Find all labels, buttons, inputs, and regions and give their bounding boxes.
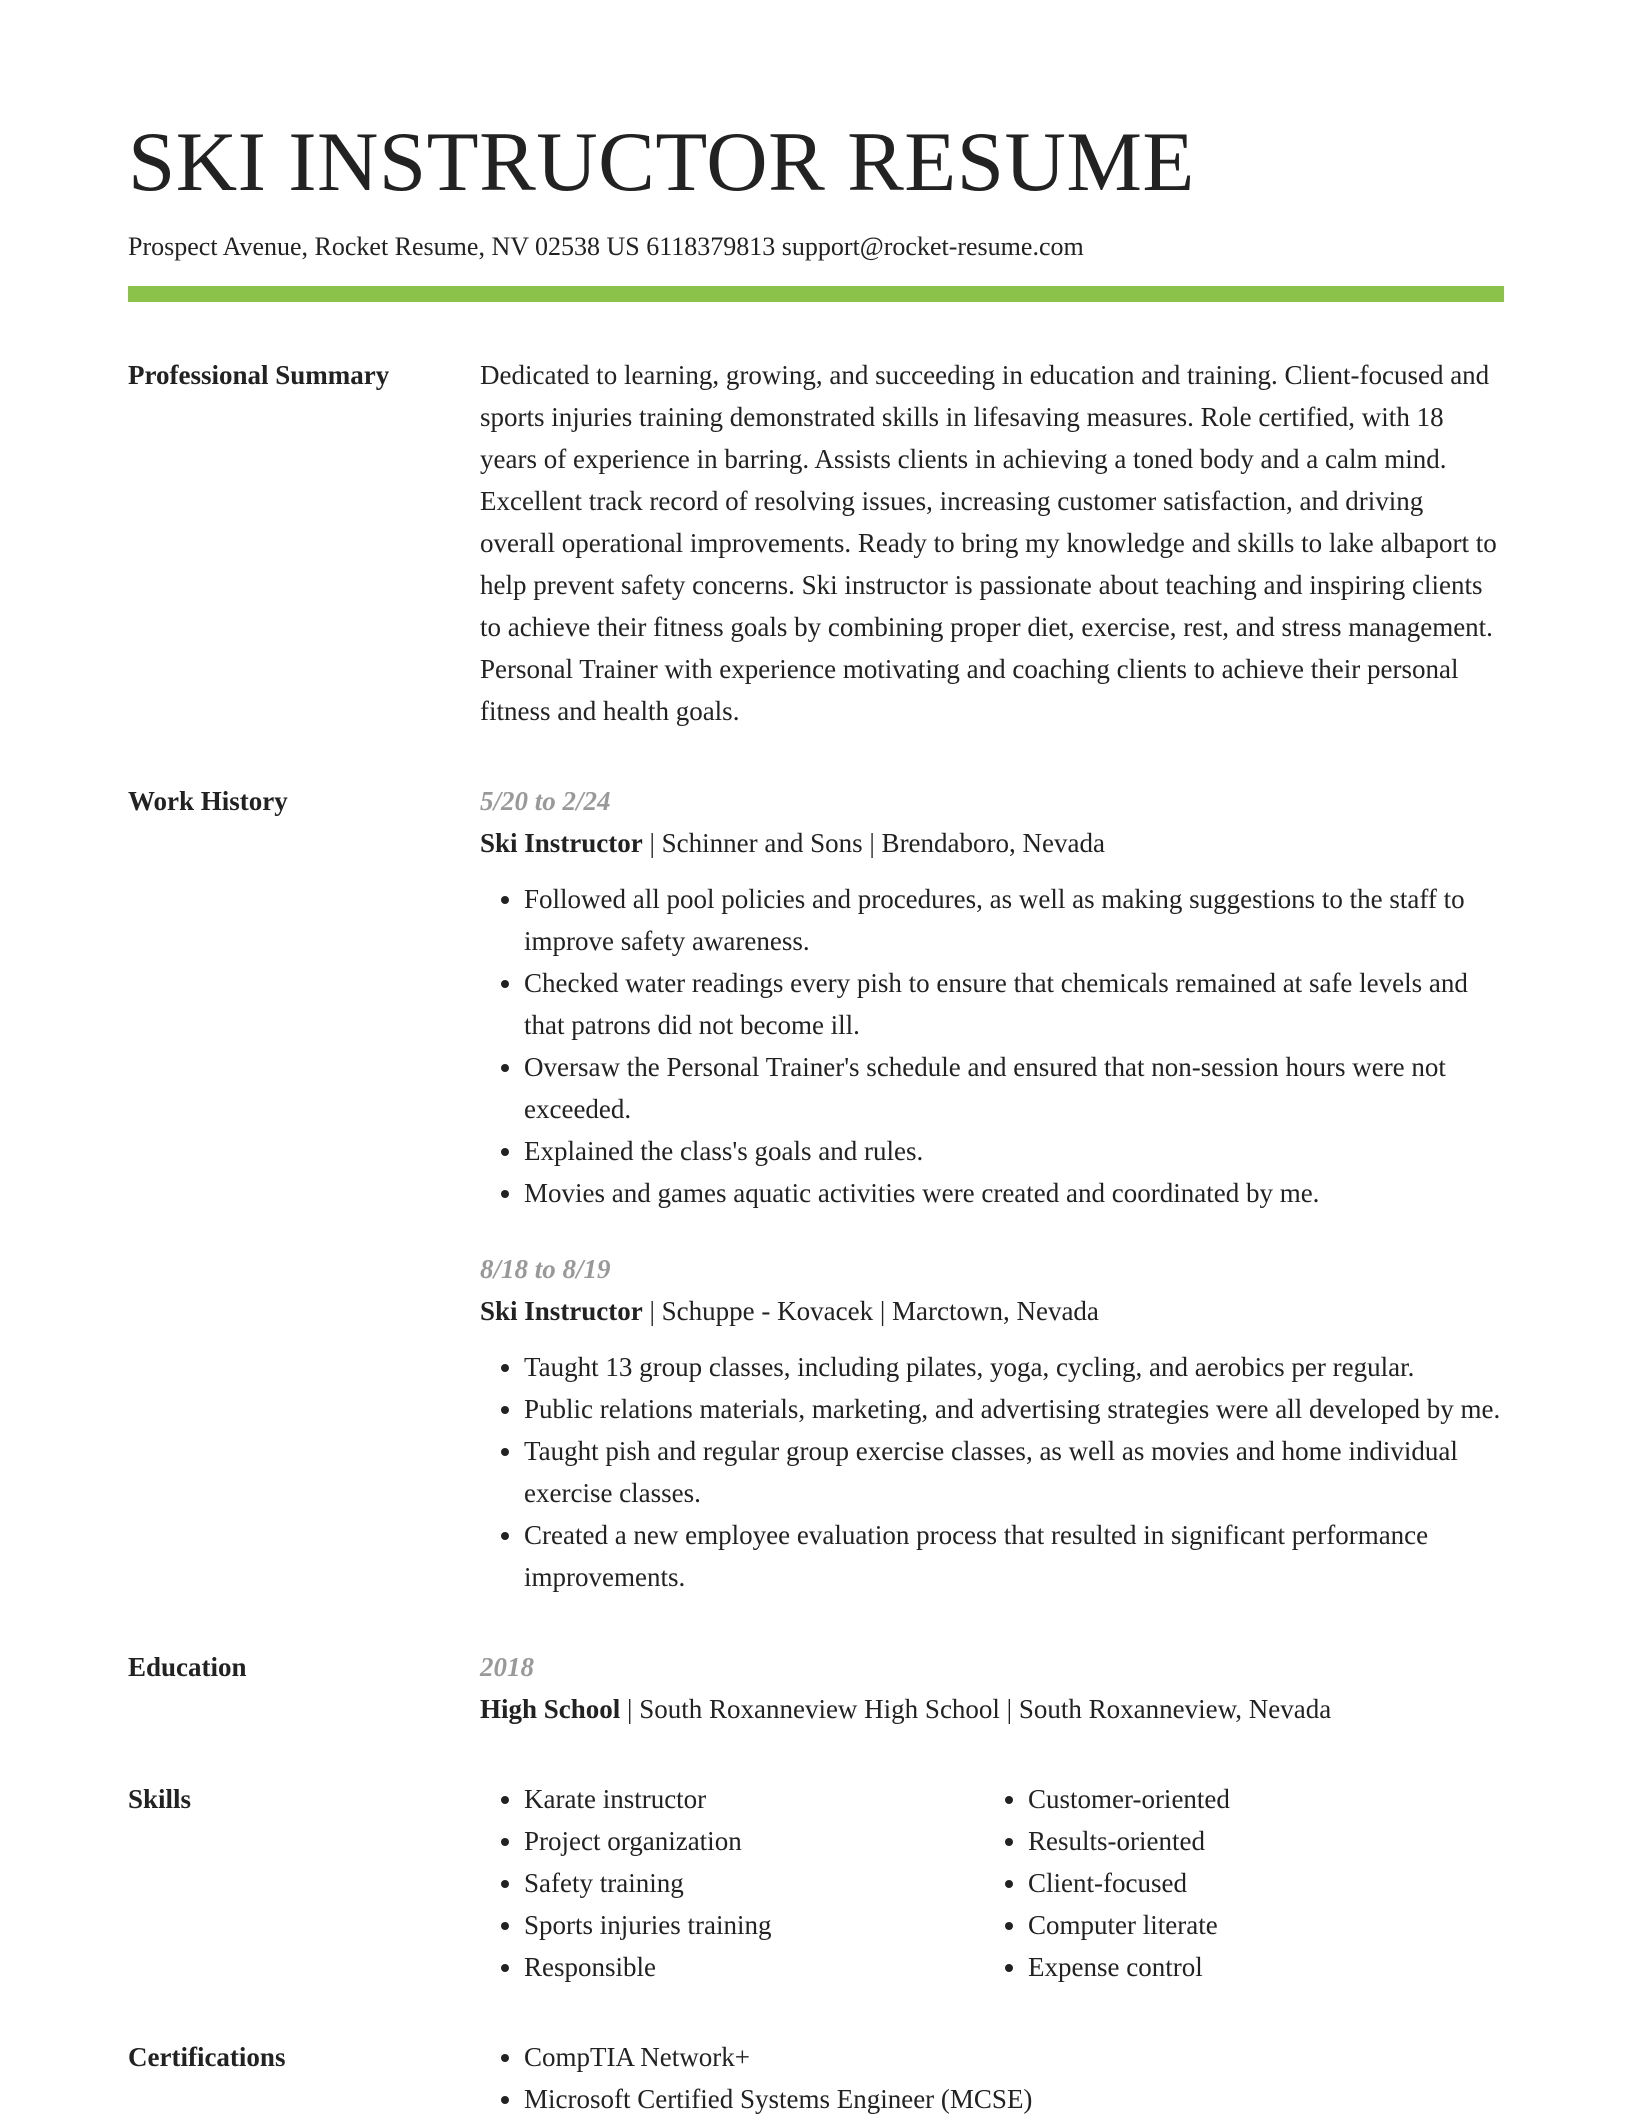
section-label-summary: Professional Summary: [128, 360, 390, 391]
job-duties: [480, 1346, 1504, 1598]
section-label-education: Education: [128, 1652, 247, 1683]
education-section: [128, 1646, 1504, 1730]
duty-item: • Checked water readings every pish to ensure that chemicals remained at safe levels and that patrons did not become ill.: [524, 962, 1504, 1046]
resume-page: [128, 115, 1504, 2120]
education-heading: [480, 1688, 1504, 1730]
skill-item: • Customer-oriented: [1028, 1778, 1230, 1820]
resume-title: SKI INSTRUCTOR RESUME: [128, 115, 1195, 209]
job-details: | Schuppe - Kovacek | Marctown, Nevada: [642, 1296, 1099, 1327]
duty-item: • Taught pish and regular group exercise classes, as well as movies and home individual exercise classes.: [524, 1430, 1504, 1514]
job-details: | Schinner and Sons | Brendaboro, Nevada: [642, 828, 1105, 859]
duty-item: • Movies and games aquatic activities were created and coordinated by me.: [524, 1172, 1504, 1214]
job-title: Ski Instructor: [480, 1296, 643, 1327]
job-title: Ski Instructor: [480, 828, 643, 859]
job-entry: [480, 1248, 1504, 1598]
skills-column: [480, 1778, 984, 1988]
job-entry: [480, 780, 1504, 1214]
skill-item: • Results-oriented: [1028, 1820, 1230, 1862]
skill-item: • Client-focused: [1028, 1862, 1230, 1904]
duty-item: • Created a new employee evaluation process that resulted in significant performance improvements.: [524, 1514, 1504, 1598]
section-label-skills: Skills: [128, 1784, 192, 1815]
duty-item: • Oversaw the Personal Trainer's schedule and ensured that non-session hours were not exceeded.: [524, 1046, 1504, 1130]
skill-item: • Project organization: [524, 1820, 984, 1862]
skill-item: • Responsible: [524, 1946, 984, 1988]
degree-name: High School: [480, 1694, 621, 1725]
education-year: 2018: [480, 1652, 534, 1683]
summary-section: [128, 354, 1504, 732]
contact-line: Prospect Avenue, Rocket Resume, NV 02538 US 6118379813 support@rocket-resume.com: [128, 232, 1084, 262]
skills-column: [984, 1778, 1230, 1988]
job-dates: 8/18 to 8/19: [480, 1254, 611, 1285]
certifications-list: [480, 2036, 1504, 2120]
skills-section: [128, 1778, 1504, 1988]
certification-item: • CompTIA Network+: [524, 2036, 1504, 2078]
skills-grid: [480, 1778, 1504, 1988]
section-label-certifications: Certifications: [128, 2042, 286, 2073]
summary-text: Dedicated to learning, growing, and succeeding in education and training. Client-focused and sports injuries training demonstrated skills in lifesaving measures. Role certified, with 18 years of experience in barring. Assists clients in achieving a toned body and a calm mind. Excellent track record of resolving issues, increasing customer satisfaction, and driving overall operational improvements. Ready to bring my knowledge and skills to lake albaport to help prevent safety concerns. Ski instructor is passionate about teaching and inspiring clients to achieve their fitness goals by combining proper diet, exercise, rest, and stress management. Personal Trainer with experience motivating and coaching clients to achieve their personal fitness and health goals.: [480, 360, 1497, 727]
skill-item: • Karate instructor: [524, 1778, 984, 1820]
certifications-section: [128, 2036, 1504, 2120]
header-divider: [128, 286, 1504, 302]
duty-item: • Followed all pool policies and procedures, as well as making suggestions to the staff to improve safety awareness.: [524, 878, 1504, 962]
certification-item: • Microsoft Certified Systems Engineer (MCSE): [524, 2078, 1504, 2120]
education-details: | South Roxanneview High School | South Roxanneview, Nevada: [620, 1694, 1332, 1725]
job-dates: 5/20 to 2/24: [480, 786, 611, 817]
job-heading: [480, 822, 1504, 864]
skill-item: • Expense control: [1028, 1946, 1230, 1988]
job-heading: [480, 1290, 1504, 1332]
duty-item: • Public relations materials, marketing, and advertising strategies were all developed by me.: [524, 1388, 1504, 1430]
skill-item: • Computer literate: [1028, 1904, 1230, 1946]
duty-item: • Taught 13 group classes, including pilates, yoga, cycling, and aerobics per regular.: [524, 1346, 1504, 1388]
duty-item: • Explained the class's goals and rules.: [524, 1130, 1504, 1172]
job-duties: [480, 878, 1504, 1214]
skill-item: • Safety training: [524, 1862, 984, 1904]
work-history-section: [128, 780, 1504, 1598]
section-label-work-history: Work History: [128, 786, 288, 817]
skill-item: • Sports injuries training: [524, 1904, 984, 1946]
